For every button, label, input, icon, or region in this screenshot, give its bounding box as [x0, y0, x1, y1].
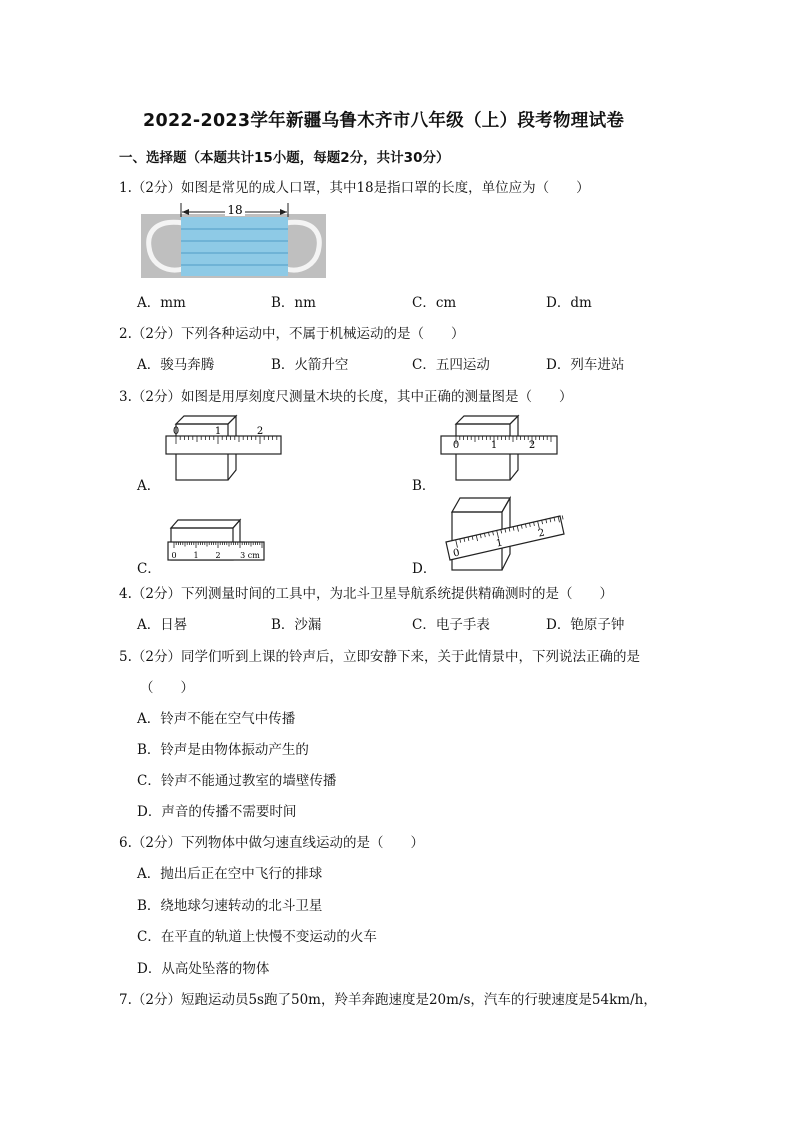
- question-7-text: 7.（2分）短跑运动员5s跑了50m，羚羊奔跑速度是20m/s，汽车的行驶速度是54km/h，: [119, 992, 657, 1008]
- q3-option-c: C．: [137, 561, 161, 577]
- q1-option-d: D．dm: [546, 295, 592, 311]
- page-title: 2022-2023学年新疆乌鲁木齐市八年级（上）段考物理试卷: [143, 111, 625, 131]
- section-heading: 一、选择题（本题共计15小题，每题2分，共计30分）: [119, 150, 450, 166]
- ruler-d-tick-0: 0: [452, 547, 461, 560]
- ruler-a-tick-1: 1: [214, 426, 222, 437]
- q5-option-c: C．铃声不能通过教室的墙壁传播: [137, 773, 337, 789]
- q2-option-c: C．五四运动: [412, 357, 490, 373]
- ruler-b-tick-2: 2: [528, 440, 536, 451]
- q4-option-c: C．电子手表: [412, 617, 490, 633]
- question-1-text: 1.（2分）如图是常见的成人口罩，其中18是指口罩的长度，单位应为（ ）: [119, 180, 590, 196]
- q3-option-d: D．: [412, 561, 437, 577]
- q1-option-c: C．cm: [412, 295, 457, 311]
- q2-option-b: B．火箭升空: [271, 357, 349, 373]
- ruler-c-tick-0: 0: [171, 551, 177, 560]
- mask-figure: [141, 203, 326, 278]
- ruler-c-tick-3: 3 cm: [240, 551, 260, 560]
- question-2-text: 2.（2分）下列各种运动中，不属于机械运动的是（ ）: [119, 326, 465, 342]
- q6-option-b: B．绕地球匀速转动的北斗卫星: [137, 898, 323, 914]
- q5-option-b: B．铃声是由物体振动产生的: [137, 742, 309, 758]
- q3-option-a: A．: [137, 478, 161, 494]
- question-5-text: 5.（2分）同学们听到上课的铃声后，立即安静下来，关于此情景中，下列说法正确的是: [119, 649, 640, 665]
- q5-option-d: D．声音的传播不需要时间: [137, 804, 297, 820]
- mask-length-label: 18: [227, 203, 243, 217]
- ruler-c-tick-1: 1: [193, 551, 199, 560]
- ruler-c-tick-2: 2: [215, 551, 221, 560]
- question-6-text: 6.（2分）下列物体中做匀速直线运动的是（ ）: [119, 835, 424, 851]
- q1-option-b: B．nm: [271, 295, 316, 311]
- ruler-d-tick-1: 1: [495, 537, 504, 550]
- question-4-text: 4.（2分）下列测量时间的工具中，为北斗卫星导航系统提供精确测时的是（ ）: [119, 586, 613, 602]
- ruler-a-tick-0: 0: [172, 426, 180, 437]
- ruler-figure-b: [438, 414, 558, 484]
- q4-option-d: D．铯原子钟: [546, 617, 625, 633]
- ruler-figure-d: [440, 494, 570, 572]
- ruler-d-tick-2: 2: [537, 527, 546, 540]
- question-5-brackets: （ ）: [140, 680, 194, 696]
- q3-option-b: B．: [412, 478, 436, 494]
- q2-option-a: A．骏马奔腾: [137, 357, 215, 373]
- ruler-figure-c: [166, 518, 266, 564]
- q6-option-a: A．抛出后正在空中飞行的排球: [137, 866, 323, 882]
- q5-option-a: A．铃声不能在空气中传播: [137, 711, 296, 727]
- q6-option-d: D．从高处坠落的物体: [137, 961, 270, 977]
- q4-option-a: A．日晷: [137, 617, 188, 633]
- ruler-b-tick-1: 1: [490, 440, 498, 451]
- q2-option-d: D．列车进站: [546, 357, 625, 373]
- ruler-b-tick-0: 0: [452, 440, 460, 451]
- q4-option-b: B．沙漏: [271, 617, 322, 633]
- ruler-a-tick-2: 2: [256, 426, 264, 437]
- question-3-text: 3.（2分）如图是用厚刻度尺测量木块的长度，其中正确的测量图是（ ）: [119, 389, 573, 405]
- q1-option-a: A．mm: [137, 295, 186, 311]
- ruler-figure-a: [166, 414, 286, 484]
- q6-option-c: C．在平直的轨道上快慢不变运动的火车: [137, 929, 377, 945]
